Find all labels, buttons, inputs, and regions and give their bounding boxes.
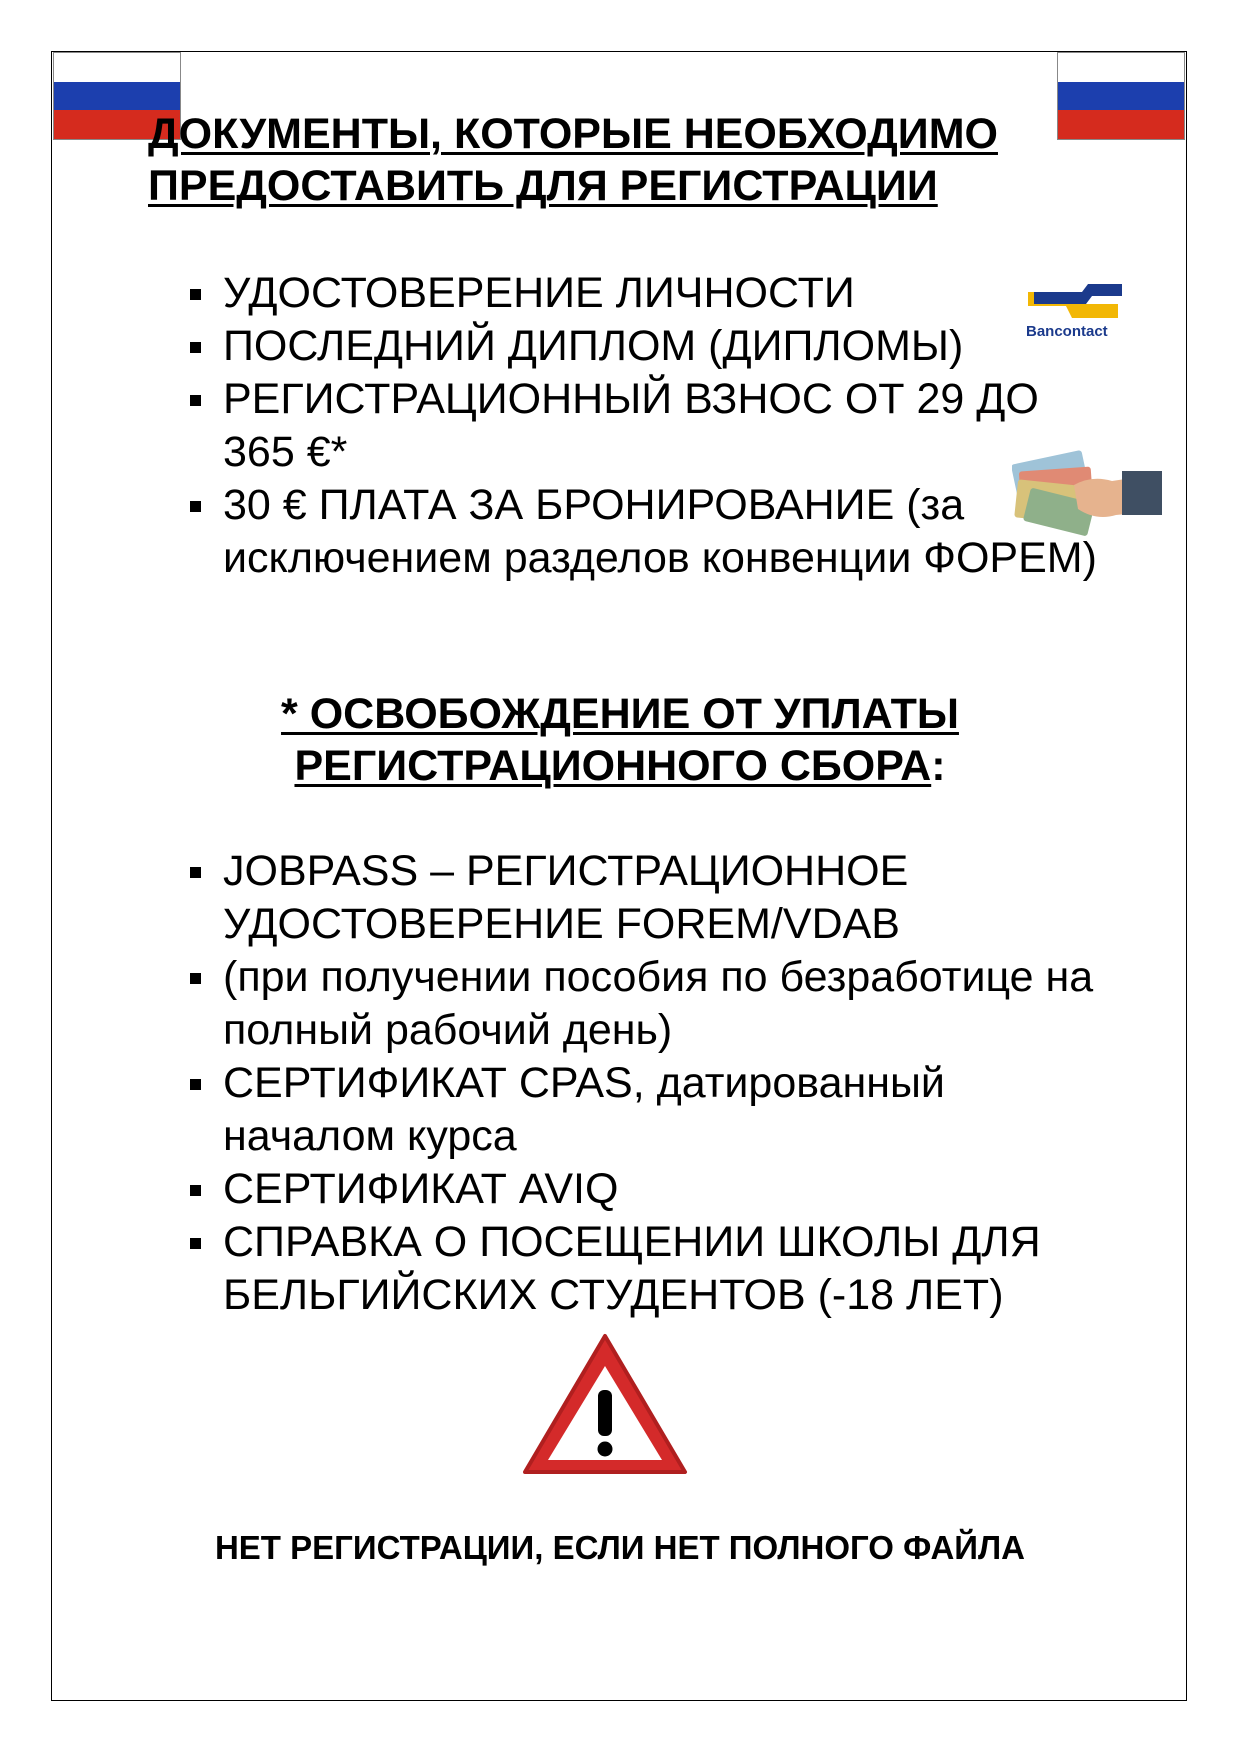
page-title <box>148 108 1088 212</box>
list-item: СЕРТИФИКАТ AVIQ <box>190 1163 1120 1216</box>
required-documents-list <box>190 267 1120 585</box>
list-item: ПОСЛЕДНИЙ ДИПЛОМ (ДИПЛОМЫ) <box>190 320 1120 373</box>
list-item: УДОСТОВЕРЕНИЕ ЛИЧНОСТИ <box>190 267 1120 320</box>
exemption-documents-list <box>190 845 1120 1322</box>
bancontact-label: Bancontact <box>1026 323 1108 340</box>
list-item: СПРАВКА О ПОСЕЩЕНИИ ШКОЛЫ ДЛЯ БЕЛЬГИЙСКИХ СТУДЕНТОВ (-18 ЛЕТ) <box>190 1216 1083 1322</box>
list-item: РЕГИСТРАЦИОННЫЙ ВЗНОС ОТ 29 ДО 365 €* <box>190 373 1063 479</box>
footer-note: НЕТ РЕГИСТРАЦИИ, ЕСЛИ НЕТ ПОЛНОГО ФАЙЛА <box>214 1529 1026 1566</box>
exemption-suffix: : <box>931 742 946 790</box>
exemption-heading <box>150 688 1090 792</box>
title-line-1: ДОКУМЕНТЫ, КОТОРЫЕ НЕОБХОДИМО <box>148 110 998 158</box>
cash-in-hand-icon <box>1012 445 1162 540</box>
list-item: JOBPASS – РЕГИСТРАЦИОННОЕ УДОСТОВЕРЕНИЕ FOREM/VDAB <box>190 845 983 951</box>
exemption-line-1: * ОСВОБОЖДЕНИЕ ОТ УПЛАТЫ <box>281 690 959 738</box>
bancontact-logo-icon <box>1022 280 1130 350</box>
warning-triangle-icon <box>520 1330 690 1480</box>
list-item: СЕРТИФИКАТ CPAS, датированный началом курса <box>190 1057 1043 1163</box>
list-item: (при получении пособия по безработице на полный рабочий день) <box>190 951 1120 1057</box>
exemption-line-2: РЕГИСТРАЦИОННОГО СБОРА <box>294 742 932 790</box>
title-line-2: ПРЕДОСТАВИТЬ ДЛЯ РЕГИСТРАЦИИ <box>148 162 938 210</box>
list-item: 30 € ПЛАТА ЗА БРОНИРОВАНИЕ (за исключением разделов конвенции ФОРЕМ) <box>190 479 1103 585</box>
